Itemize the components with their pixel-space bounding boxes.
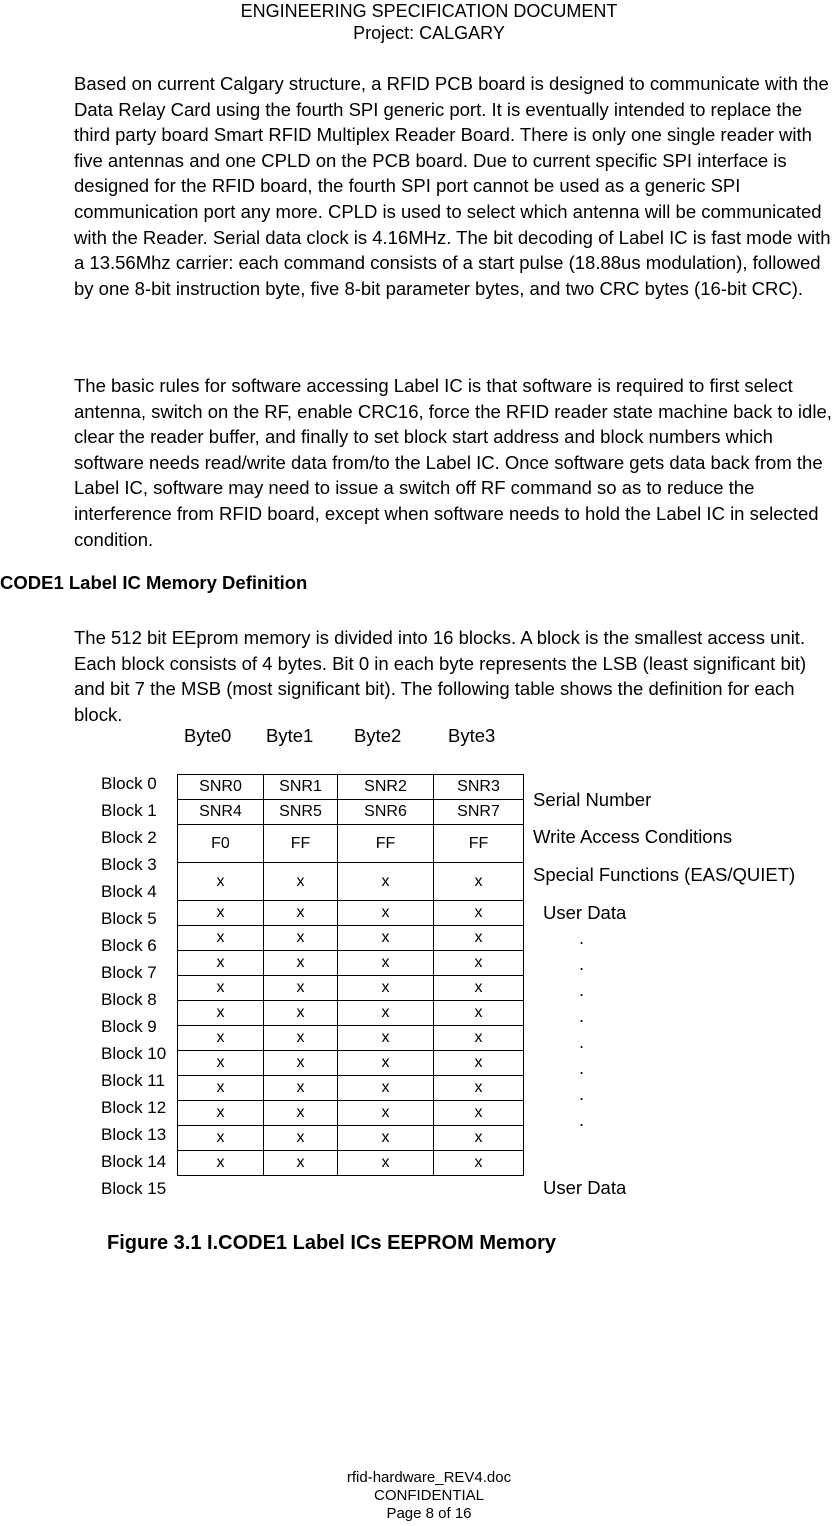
- table-cell: SNR3: [434, 775, 524, 800]
- annotation-user-data-start: User Data: [543, 902, 627, 923]
- table-cell: x: [434, 976, 524, 1001]
- block-label-4: Block 4: [101, 882, 157, 901]
- table-cell: x: [434, 1051, 524, 1076]
- table-cell: SNR1: [264, 775, 338, 800]
- ellipsis-dot: .: [579, 1058, 585, 1078]
- table-cell: x: [264, 1026, 338, 1051]
- table-cell: SNR4: [178, 800, 264, 825]
- table-cell: x: [178, 863, 264, 901]
- table-row: [178, 1001, 524, 1026]
- table-cell: x: [338, 863, 434, 901]
- table-row: [178, 926, 524, 951]
- column-header-byte1: Byte1: [266, 725, 314, 746]
- block-label-14: Block 14: [101, 1152, 167, 1171]
- table-cell: x: [264, 1001, 338, 1026]
- block-label-13: Block 13: [101, 1125, 167, 1144]
- table-cell: x: [178, 1151, 264, 1176]
- table-cell: x: [434, 926, 524, 951]
- footer-confidential: CONFIDENTIAL: [373, 1487, 484, 1504]
- table-row: [178, 951, 524, 976]
- annotation-serial-number: Serial Number: [533, 789, 652, 810]
- paragraph-intro: Based on current Calgary structure, a RFID PCB board is designed to communicate with the Data Relay Card using the fourth SPI generic port. It is eventually intended to replace the third party board Smart RFID Multiplex Reader Board. There is only one single reader with five antennas and one CPLD on the PCB board. Due to current specific SPI interface is designed for the RFID board, the fourth SPI port cannot be used as a generic SPI communication port any more. CPLD is used to select which antenna will be communicated with the Reader. Serial data clock is 4.16MHz. The bit decoding of Label IC is fast mode with a 13.56Mhz carrier: each command consists of a start pulse (18.88us modulation), followed by one 8-bit instruction byte, five 8-bit parameter bytes, and two CRC bytes (16-bit CRC).: [74, 73, 831, 299]
- annotation-special-functions: Special Functions (EAS/QUIET): [533, 864, 796, 885]
- table-cell: x: [338, 976, 434, 1001]
- table-cell: x: [264, 976, 338, 1001]
- table-cell: x: [434, 951, 524, 976]
- table-row: [178, 775, 524, 800]
- table-cell: x: [264, 1076, 338, 1101]
- block-label-12: Block 12: [101, 1098, 167, 1117]
- table-row: [178, 1026, 524, 1051]
- column-header-byte2: Byte2: [354, 725, 402, 746]
- table-row: [178, 1101, 524, 1126]
- table-cell: x: [338, 1126, 434, 1151]
- table-cell: x: [178, 1051, 264, 1076]
- table-cell: x: [264, 951, 338, 976]
- table-cell: SNR6: [338, 800, 434, 825]
- document-header: [0, 0, 834, 44]
- memory-table: [177, 774, 524, 1176]
- table-row: [178, 901, 524, 926]
- block-label-8: Block 8: [101, 990, 157, 1009]
- table-row: [178, 800, 524, 825]
- ellipsis-dot: .: [579, 928, 585, 948]
- table-cell: x: [178, 1126, 264, 1151]
- block-label-11: Block 11: [101, 1071, 165, 1090]
- table-cell: x: [434, 1101, 524, 1126]
- header-project: Project: CALGARY: [353, 23, 505, 43]
- table-row: [178, 976, 524, 1001]
- table-cell: FF: [434, 825, 524, 863]
- table-cell: x: [434, 1151, 524, 1176]
- header-title: ENGINEERING SPECIFICATION DOCUMENT: [240, 1, 618, 21]
- table-cell: x: [338, 1076, 434, 1101]
- block-label-9: Block 9: [101, 1017, 157, 1036]
- block-label-7: Block 7: [101, 963, 157, 982]
- table-cell: x: [338, 1051, 434, 1076]
- table-row: [178, 1126, 524, 1151]
- table-cell: x: [434, 901, 524, 926]
- table-cell: SNR5: [264, 800, 338, 825]
- table-cell: x: [264, 1126, 338, 1151]
- table-row: [178, 825, 524, 863]
- table-cell: x: [338, 926, 434, 951]
- ellipsis-dot: .: [579, 1084, 585, 1104]
- table-cell: x: [178, 1001, 264, 1026]
- paragraph-rules: The basic rules for software accessing Label IC is that software is required to first select antenna, switch on the RF, enable CRC16, force the RFID reader state machine back to idle, clear the reader buffer, and finally to set block start address and block numbers which software needs read/write data from/to the Label IC. Once software gets data back from the Label IC, software may need to issue a switch off RF command so as to reduce the interference from RFID board, except when software needs to hold the Label IC in selected condition.: [74, 375, 832, 550]
- table-cell: x: [178, 1101, 264, 1126]
- ellipsis-dot: .: [579, 954, 585, 974]
- table-cell: x: [178, 1076, 264, 1101]
- block-label-2: Block 2: [101, 828, 157, 847]
- table-cell: x: [264, 926, 338, 951]
- ellipsis-dot: .: [579, 1110, 585, 1130]
- block-label-0: Block 0: [101, 774, 157, 793]
- table-cell: x: [338, 951, 434, 976]
- table-cell: x: [178, 926, 264, 951]
- table-cell: SNR0: [178, 775, 264, 800]
- ellipsis-dot: .: [579, 1032, 585, 1052]
- table-cell: x: [264, 901, 338, 926]
- block-label-5: Block 5: [101, 909, 157, 928]
- table-row: [178, 1051, 524, 1076]
- column-header-byte0: Byte0: [184, 725, 232, 746]
- column-header-byte3: Byte3: [448, 725, 496, 746]
- block-label-10: Block 10: [101, 1044, 167, 1063]
- section-title: CODE1 Label IC Memory Definition: [0, 572, 308, 593]
- table-cell: x: [264, 1151, 338, 1176]
- table-row: [178, 1151, 524, 1176]
- table-row: [178, 1076, 524, 1101]
- footer-page-number: Page 8 of 16: [386, 1505, 472, 1522]
- ellipsis-dot: .: [579, 1006, 585, 1026]
- paragraph-memory: The 512 bit EEprom memory is divided into 16 blocks. A block is the smallest access unit. Each block consists of 4 bytes. Bit 0 in each byte represents the LSB (least significant bit) and bit 7 the MSB (most significant bit). The following table shows the definition for each block.: [74, 627, 807, 725]
- table-cell: x: [264, 1101, 338, 1126]
- table-cell: x: [434, 1126, 524, 1151]
- document-footer: [0, 1469, 834, 1523]
- table-cell: x: [264, 1051, 338, 1076]
- table-cell: x: [178, 951, 264, 976]
- table-cell: x: [178, 976, 264, 1001]
- block-label-3: Block 3: [101, 855, 157, 874]
- annotation-user-data-end: User Data: [543, 1177, 627, 1198]
- table-cell: FF: [264, 825, 338, 863]
- block-label-6: Block 6: [101, 936, 157, 955]
- table-cell: x: [434, 863, 524, 901]
- table-cell: SNR7: [434, 800, 524, 825]
- table-cell: x: [434, 1076, 524, 1101]
- table-cell: SNR2: [338, 775, 434, 800]
- table-cell: x: [338, 1001, 434, 1026]
- ellipsis-dot: .: [579, 980, 585, 1000]
- table-cell: F0: [178, 825, 264, 863]
- table-cell: FF: [338, 825, 434, 863]
- table-cell: x: [338, 1101, 434, 1126]
- table-cell: x: [434, 1026, 524, 1051]
- table-cell: x: [434, 1001, 524, 1026]
- table-cell: x: [178, 901, 264, 926]
- annotation-write-access: Write Access Conditions: [533, 826, 733, 847]
- block-label-1: Block 1: [101, 801, 157, 820]
- table-row: [178, 863, 524, 901]
- figure-caption: Figure 3.1 I.CODE1 Label ICs EEPROM Memory: [107, 1232, 557, 1254]
- table-cell: x: [178, 1026, 264, 1051]
- footer-filename: rfid-hardware_REV4.doc: [346, 1469, 512, 1486]
- block-label-15: Block 15: [101, 1179, 167, 1198]
- table-cell: x: [338, 1026, 434, 1051]
- table-cell: x: [338, 1151, 434, 1176]
- table-cell: x: [264, 863, 338, 901]
- table-cell: x: [338, 901, 434, 926]
